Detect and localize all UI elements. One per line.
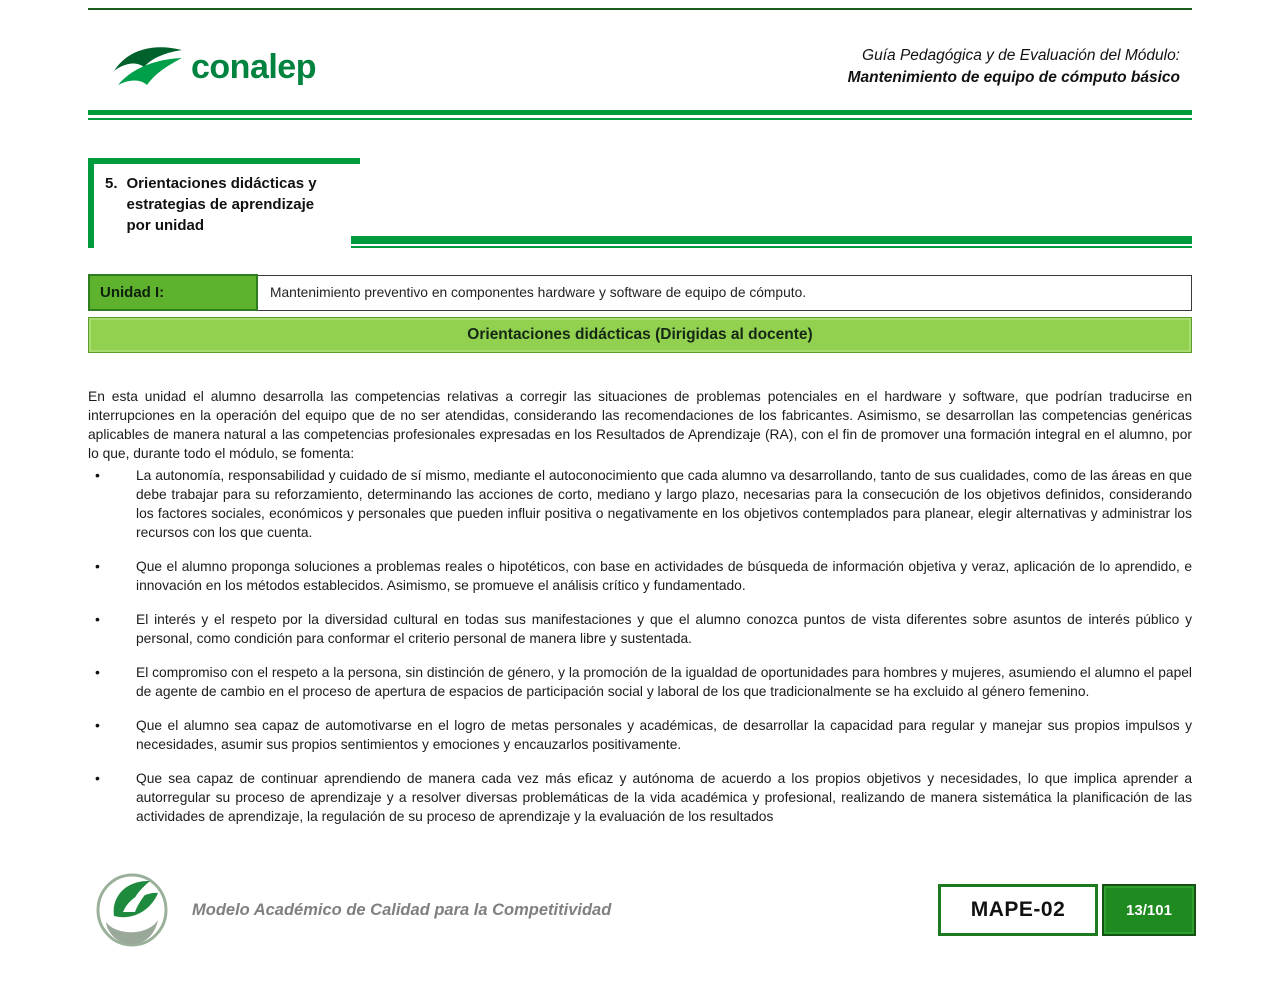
bullet-item: • La autonomía, responsabilidad y cuidado de sí mismo, mediante el autoconocimiento que cada alumno va desarrollando, tanto de sus cualidades, como de las áreas en que debe trabajar para su reforzamiento, determinando las acciones de corto, mediano y largo plazo, necesarias para la consecución de los objetivos definidos, considerando los factores sociales, económicos y personales que pueden influir positiva o negativamente en los objetivos contemplados para planear, elegir alternativas y administrar los recursos con los que cuenta. [88,466,1192,542]
section-heading-box [88,158,360,248]
document-code-box: MAPE-02 [938,884,1098,936]
section-title: Orientaciones didácticas y estrategias de aprendizaje por unidad [126,175,317,234]
bullet-item: • El interés y el respeto por la diversidad cultural en todas sus manifestaciones y que el alumno conozca puntos de vista diferentes sobre asuntos de interés público y personal, como condición para conformar el criterio personal de manera libre y sustentada. [88,610,1192,648]
unit-label-cell: Unidad I: [89,275,257,310]
top-rule [88,8,1192,10]
page-header [88,26,1192,108]
conalep-logo-text: conalep [191,48,316,86]
page-number-box: 13/101 [1102,884,1196,936]
conalep-logo [88,43,316,91]
bullet-item: • Que el alumno proponga soluciones a problemas reales o hipotéticos, con base en actividades de búsqueda de información objetiva y veraz, aplicación de lo aprendido, e innovación en los métodos establecidos. Asimismo, se promueve el análisis crítico y fundamentado. [88,557,1192,595]
conalep-swoosh-icon [110,43,186,91]
footer-motto: Modelo Académico de Calidad para la Competitividad [192,900,612,919]
didactic-orientations-banner: Orientaciones didácticas (Dirigidas al docente) [88,317,1192,353]
guide-title-line2: Mantenimiento de equipo de cómputo básico [847,69,1180,86]
guide-title-line1: Guía Pedagógica y de Evaluación del Módulo: [862,47,1180,65]
unit-row [89,275,1192,310]
unit-description-cell: Mantenimiento preventivo en componentes hardware y software de equipo de cómputo. [257,275,1192,310]
header-divider-rule [88,110,1192,120]
bullet-item: • El compromiso con el respeto a la persona, sin distinción de género, y la promoción de la igualdad de oportunidades para hombres y mujeres, asumiendo el alumno el papel de agente de cambio en el proceso de apertura de espacios de participación social y laboral de los que tradicionalmente se ha excluido al género femenino. [88,663,1192,701]
section-green-bar [351,236,1192,248]
header-title [848,45,1192,88]
macc-seal-icon [94,868,172,952]
page-footer [88,864,1196,956]
section-number: 5. [105,175,118,192]
section-heading-block [88,158,1192,248]
footer-codes [938,884,1196,936]
bullet-item: • Que el alumno sea capaz de automotivarse en el logro de metas personales y académicas, de desarrollar la capacidad para regular y manejar sus propios impulsos y necesidades, asumir sus propios sentimientos y emociones y encauzarlos positivamente. [88,716,1192,754]
bullet-item: • Que sea capaz de continuar aprendiendo de manera cada vez más eficaz y autónoma de acuerdo a los propios objetivos y necesidades, lo que implica aprender a autorregular su proceso de aprendizaje y a resolver diversas problemáticas de la vida académica y profesional, realizando de manera sistemática la planificación de las actividades de aprendizaje, la regulación de su proceso de aprendizaje y la evaluación de los resultados [88,769,1192,826]
intro-paragraph: En esta unidad el alumno desarrolla las competencias relativas a corregir las situaciones de problemas potenciales en el hardware y software, que podrían traducirse en interrupciones en la operación del equipo que de no ser atendidas, considerando las recomendaciones de los fabricantes. Asimismo, se desarrollan las competencias genéricas aplicables de manera natural a las competencias profesionales expresadas en los Resultados de Aprendizaje (RA), con el fin de promover una formación integral en el alumno, por lo que, durante todo el módulo, se fomenta: [88,388,1192,461]
bullet-list [88,466,1192,841]
unit-table [88,274,1192,311]
